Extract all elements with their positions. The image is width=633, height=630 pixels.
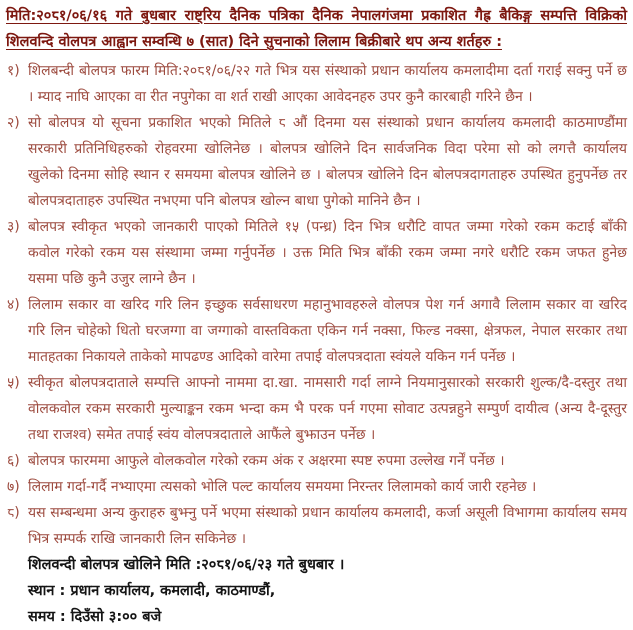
term-number: ८) <box>7 505 20 521</box>
footer-time: समय : दिउँसो ३:०० बजे <box>28 609 162 625</box>
term-item-7 <box>6 474 627 500</box>
term-number: ४) <box>7 297 20 313</box>
notice-title: मिति:२०८१/०६/१६ गते बुधबार राष्ट्रिय दैनिक पत्रिका दैनिक नेपालगंजमा प्रकाशित गैह्र बैकिङ्ग सम्पत्ति विक्रिको शिलवन्दि वोलपत्र आह्वान सम्वन्धि ७ (सात) दिने सुचनाको लिलाम बिक्रीबारे थप अन्य शर्तहरु : <box>6 8 627 50</box>
term-item-6 <box>6 448 627 474</box>
term-text: यस सम्बन्धमा अन्य कुराहरु बुझ्नु पर्ने भएमा संस्थाको प्रधान कार्यालय कमलादी, कर्जा असूली विभागमा कार्यालय समय भित्र सम्पर्क राखि जानकारी लिन सकिनेछ । <box>28 505 627 547</box>
term-item-1 <box>6 58 627 110</box>
term-number: २) <box>7 115 20 131</box>
term-text: बोलपत्र फारममा आफुले वोलकवोल गरेको रकम अंक र अक्षरमा स्पष्ट रुपमा उल्लेख गर्नें पर्नेछ । <box>28 453 505 469</box>
term-item-4 <box>6 292 627 370</box>
term-text: बोलपत्र स्वीकृत भएको जानकारी पाएको मितिले १५ (पन्ध्र) दिन भित्र धरौटि वापत जम्मा गरेको रकम कटाई बाँकी कवोल गरेको रकम यस संस्थामा जम्मा गर्नुपर्नेछ । उक्त मिति भित्र बाँकी रकम जम्मा नगरे धरौटि रकम जफत हुनेछ यसमा पछि कुनै उजुर लाग्ने छैन । <box>28 219 627 287</box>
term-item-8 <box>6 500 627 552</box>
term-number: ३) <box>7 219 20 235</box>
term-item-3 <box>6 214 627 292</box>
term-text: शिलबन्दी बोलपत्र फारम मिति:२०८१/०६/२२ गते भित्र यस संस्थाको प्रधान कार्यालय कमलादीमा दर्ता गराई सक्नु पर्ने छ । म्याद नाघि आएका वा रीत नपुगेका वा शर्त राखी आएका आवेदनहरु उपर कुनै कारबाही गरिने छैन । <box>28 63 627 105</box>
term-text: लिलाम गर्दा-गर्दै नभ्याएमा त्यसको भोलि पल्ट कार्यालय समयमा निरन्तर लिलामको कार्य जारी रहनेछ । <box>28 479 537 495</box>
footer-location: स्थान : प्रधान कार्यालय, कमलादी, काठमाण्डौं, <box>28 583 276 599</box>
term-item-5 <box>6 370 627 448</box>
term-number: १) <box>7 63 20 79</box>
term-number: ६) <box>7 453 20 469</box>
term-text: सो बोलपत्र यो सूचना प्रकाशित भएको मितिले ८ औं दिनमा यस संस्थाको प्रधान कार्यालय कमलादी काठमाण्डौंमा सरकारी प्रतिनिधिहरुको रोहवरमा खोलिनेछ । बोलपत्र खोलिने दिन सार्वजनिक विदा परेमा सो को लगत्तै कार्यालय खुलेको दिनमा सोहि स्थान र समयमा बोलपत्र खोलिने छ । बोलपत्र खोलिने दिन बोलपत्रदागताहरु उपस्थित हुनुपर्नेछ तर बोलपत्रदाताहरु उपस्थित नभएमा पनि बोलपत्र खोल्न बाधा पुगेको मानिने छैन । <box>28 115 627 209</box>
term-item-2 <box>6 110 627 214</box>
term-text: लिलाम सकार वा खरिद गरि लिन इच्छुक सर्वसाधरण महानुभावहरुले वोलपत्र पेश गर्न अगावै लिलाम सकार वा खरिद गरि लिन चोहेको धितो घरजग्गा वा जग्गाको वास्तविकता एकिन गर्न नक्सा, फिल्ड नक्सा, क्षेत्रफल, नेपाल सरकार तथा मातहतका निकायले ताकेको मापढण्ड आदिको वारेमा तपाई वोलपत्रदाता स्वंयले यकिन गर्न पर्नेछ । <box>28 297 627 365</box>
term-text: स्वीकृत बोलपत्रदाताले सम्पत्ति आफ्नो नाममा दा.खा. नामसारी गर्दा लाग्ने नियमानुसारको सरकारी शुल्क/दै-दस्तुर तथा वोलकवोल रकम सरकारी मुल्याङ्कन रकम भन्दा कम भै परक पर्न गएमा सोवाट उत्पन्नहुने सम्पुर्ण दायीत्व (अन्य दै-दूस्तुर तथा राजश्व) समेत तपाई स्वंय वोलपत्रदाताले आफैंले बुझाउन पर्नेछ । <box>28 375 627 443</box>
term-number: ५) <box>7 375 20 391</box>
notice-footer <box>6 552 627 630</box>
terms-list <box>6 58 627 552</box>
footer-opening-date: शिलवन्दी बोलपत्र खोलिने मिति :२०८१/०६/२३ गते बुधबार । <box>28 557 345 573</box>
term-number: ७) <box>7 479 20 495</box>
